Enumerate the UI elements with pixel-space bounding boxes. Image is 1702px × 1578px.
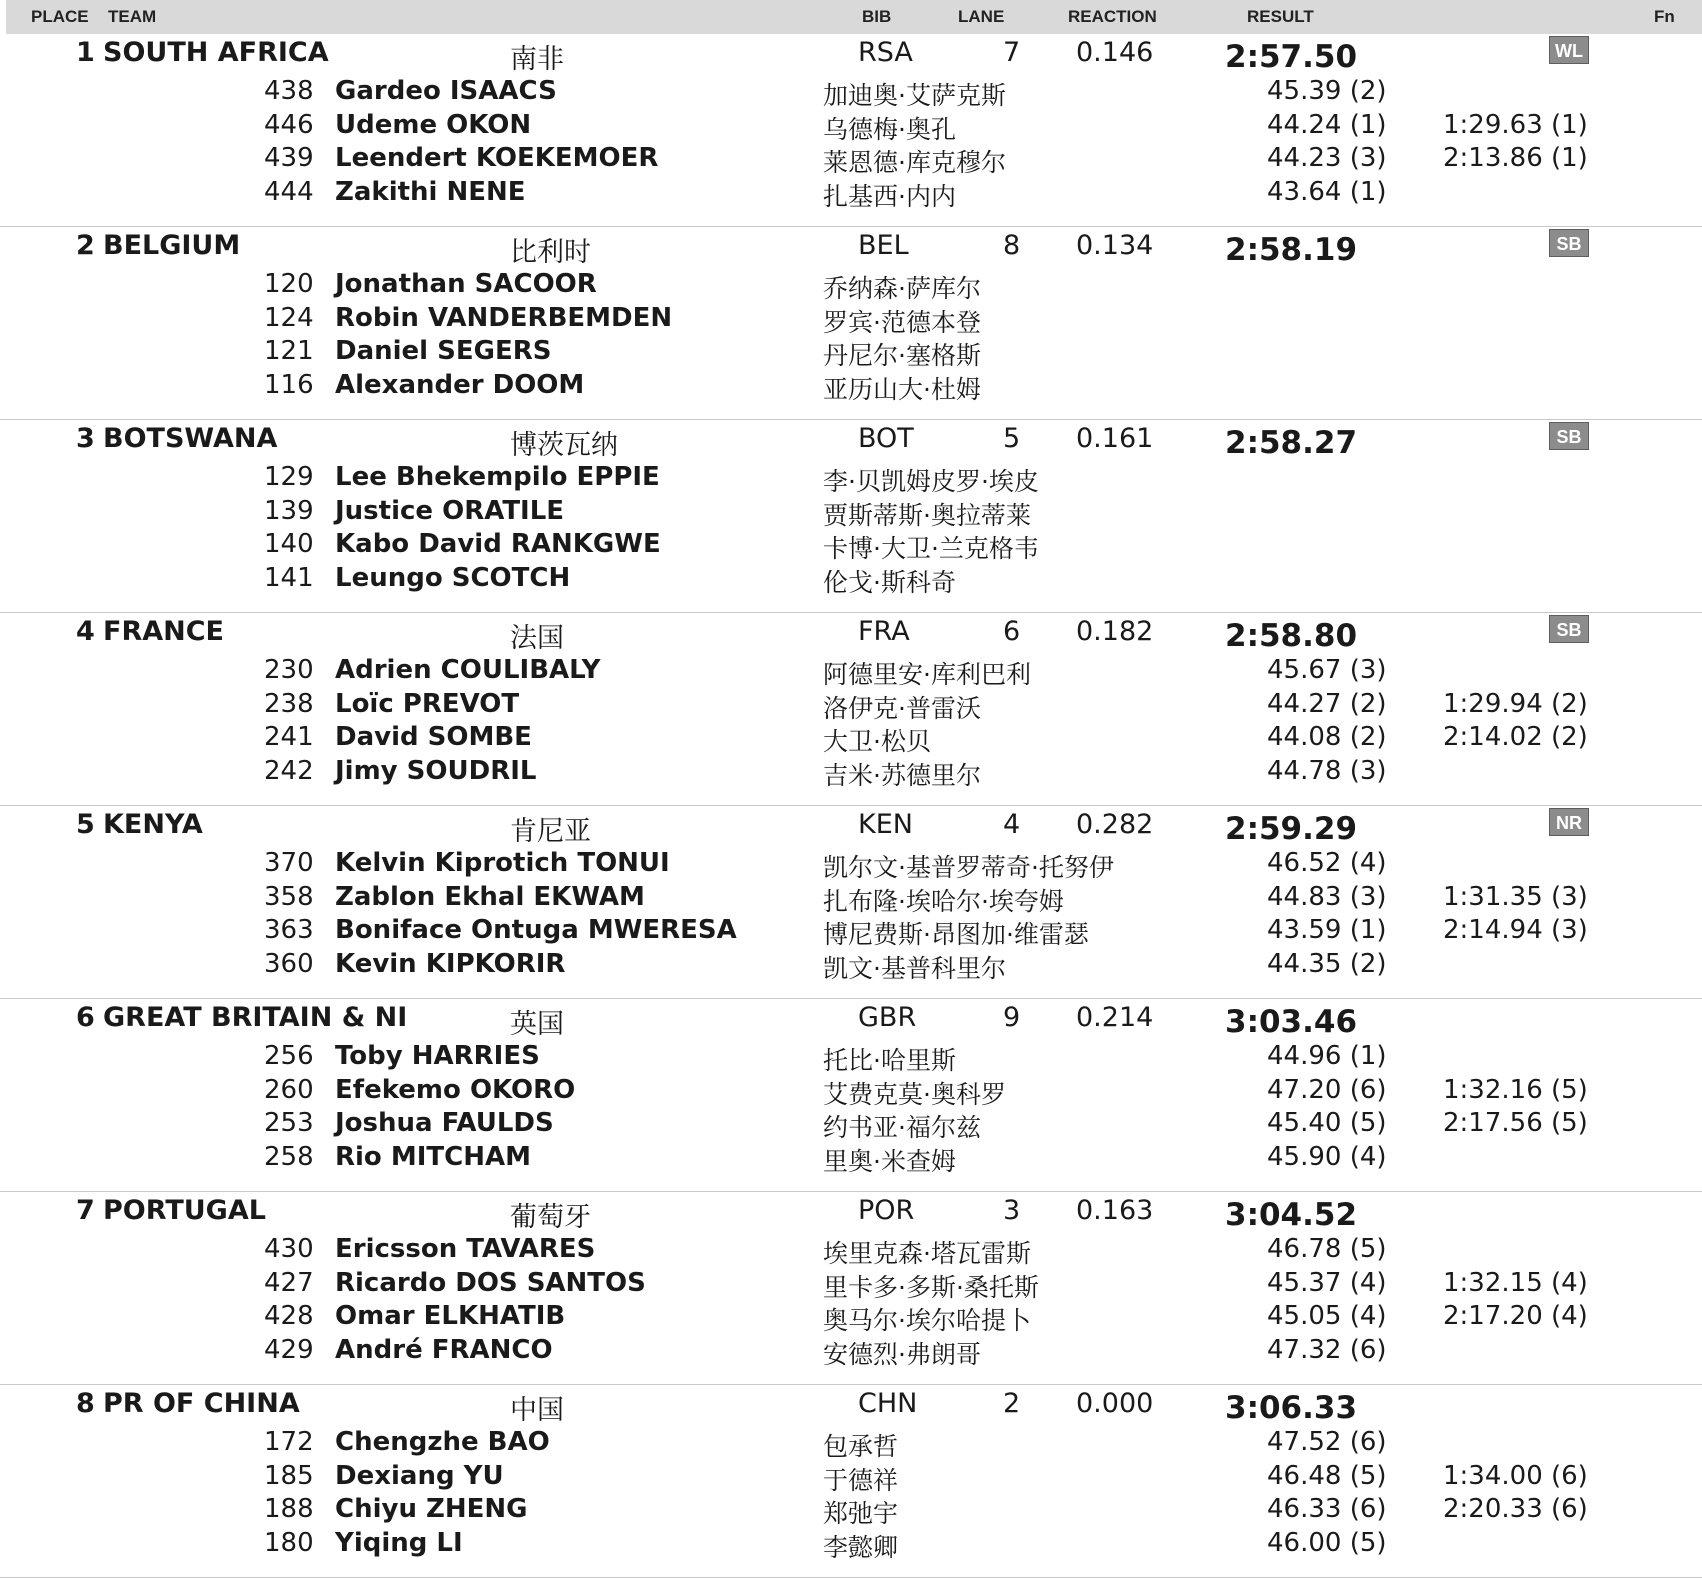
- athlete-row: [0, 76, 1702, 112]
- athlete-bib: 121: [264, 336, 314, 366]
- athlete-bib: 360: [264, 948, 314, 979]
- athlete-name-cn: 扎基西·内内: [823, 181, 956, 211]
- team-place: 8: [76, 1388, 95, 1419]
- athlete-bib: 363: [264, 915, 314, 945]
- athlete-name: Omar ELKHATIB: [335, 1301, 566, 1331]
- athlete-name: Joshua FAULDS: [335, 1108, 554, 1138]
- athlete-bib: 439: [264, 143, 314, 173]
- athlete-cumulative: 1:32.15 (4): [1443, 1267, 1588, 1298]
- athlete-bib: 180: [264, 1527, 314, 1558]
- record-badge: SB: [1549, 615, 1589, 643]
- athlete-row: [0, 655, 1702, 691]
- athlete-row: [0, 949, 1702, 985]
- athlete-name-cn: 埃里克森·塔瓦雷斯: [823, 1239, 1031, 1268]
- results-list: [0, 34, 1702, 1578]
- athlete-name: Toby HARRIES: [335, 1041, 540, 1071]
- athlete-bib: 241: [264, 722, 314, 752]
- team-result: 2:59.29: [1225, 811, 1358, 847]
- athlete-row: [0, 1427, 1702, 1463]
- team-name: PR OF CHINA: [103, 1388, 300, 1419]
- athlete-name-cn: 凯文·基普科里尔: [823, 953, 1006, 983]
- team-name-cn: 英国: [510, 1009, 564, 1040]
- team-name: KENYA: [103, 809, 203, 840]
- team-result: 2:58.27: [1225, 425, 1358, 461]
- athlete-row: [0, 1494, 1702, 1530]
- team-block: [0, 227, 1702, 420]
- athlete-bib: 427: [264, 1267, 314, 1298]
- athlete-name: Chiyu ZHENG: [335, 1494, 528, 1524]
- athlete-split: 45.05 (4): [1267, 1301, 1387, 1331]
- athlete-row: [0, 1461, 1702, 1497]
- team-row: [0, 227, 1702, 267]
- athlete-split: 46.33 (6): [1267, 1494, 1387, 1524]
- athlete-name-cn: 艾费克莫·奥科罗: [823, 1079, 1006, 1109]
- athlete-row: [0, 1142, 1702, 1178]
- athlete-row: [0, 1234, 1702, 1270]
- athlete-name: Gardeo ISAACS: [335, 76, 557, 106]
- athlete-name: Udeme OKON: [335, 109, 532, 140]
- athlete-split: 47.32 (6): [1267, 1334, 1387, 1365]
- athlete-name: Yiqing LI: [335, 1527, 463, 1558]
- athlete-bib: 188: [264, 1494, 314, 1524]
- athlete-split: 45.39 (2): [1267, 76, 1387, 106]
- athlete-bib: 253: [264, 1108, 314, 1138]
- athlete-name: Justice ORATILE: [335, 495, 565, 526]
- team-place: 4: [76, 616, 95, 647]
- athlete-name-cn: 洛伊克·普雷沃: [823, 693, 981, 723]
- athlete-cumulative: 2:17.20 (4): [1443, 1301, 1588, 1331]
- athlete-bib: 172: [264, 1427, 314, 1457]
- athlete-bib: 444: [264, 176, 314, 207]
- athlete-split: 46.00 (5): [1267, 1527, 1387, 1558]
- athlete-row: [0, 882, 1702, 918]
- athlete-split: 46.48 (5): [1267, 1460, 1387, 1491]
- athlete-name-cn: 罗宾·范德本登: [823, 307, 981, 337]
- athlete-row: [0, 336, 1702, 372]
- team-code: KEN: [858, 809, 913, 840]
- athlete-bib: 120: [264, 269, 314, 299]
- athlete-split: 46.52 (4): [1267, 848, 1387, 878]
- athlete-name-cn: 安德烈·弗朗哥: [823, 1339, 981, 1369]
- team-lane: 7: [1003, 37, 1021, 68]
- athlete-bib: 428: [264, 1301, 314, 1331]
- athlete-split: 44.08 (2): [1267, 722, 1387, 752]
- team-row: [0, 420, 1702, 460]
- athlete-name: Efekemo OKORO: [335, 1074, 576, 1105]
- athlete-row: [0, 1528, 1702, 1564]
- athlete-bib: 124: [264, 302, 314, 333]
- team-reaction: 0.182: [1076, 616, 1154, 647]
- record-badge: WL: [1549, 36, 1589, 64]
- athlete-cumulative: 2:17.56 (5): [1443, 1108, 1588, 1138]
- team-lane: 6: [1003, 616, 1021, 647]
- record-badge: SB: [1549, 422, 1589, 450]
- team-block: [0, 420, 1702, 613]
- team-result: 3:03.46: [1225, 1004, 1358, 1040]
- athlete-name-cn: 阿德里安·库利巴利: [823, 660, 1031, 689]
- team-code: GBR: [858, 1002, 917, 1033]
- athlete-row: [0, 1041, 1702, 1077]
- athlete-row: [0, 1301, 1702, 1337]
- team-name-cn: 博茨瓦纳: [510, 430, 618, 461]
- athlete-name: Ericsson TAVARES: [335, 1234, 596, 1264]
- athlete-name-cn: 吉米·苏德里尔: [823, 760, 981, 790]
- team-result: 2:58.19: [1225, 232, 1358, 268]
- team-lane: 5: [1003, 423, 1021, 454]
- header-lane: LANE: [958, 7, 1005, 26]
- team-reaction: 0.161: [1076, 423, 1154, 454]
- record-badge: SB: [1549, 229, 1589, 257]
- athlete-cumulative: 2:13.86 (1): [1443, 143, 1588, 173]
- athlete-bib: 185: [264, 1460, 314, 1491]
- team-code: POR: [858, 1195, 915, 1226]
- team-result: 2:57.50: [1225, 39, 1358, 75]
- team-result: 3:04.52: [1225, 1197, 1358, 1233]
- athlete-name-cn: 乔纳森·萨库尔: [823, 274, 981, 303]
- athlete-split: 44.23 (3): [1267, 143, 1387, 173]
- team-row: [0, 1385, 1702, 1425]
- athlete-split: 43.64 (1): [1267, 176, 1387, 207]
- athlete-split: 44.78 (3): [1267, 755, 1387, 786]
- team-lane: 9: [1003, 1002, 1021, 1033]
- athlete-cumulative: 2:14.02 (2): [1443, 722, 1588, 752]
- athlete-split: 46.78 (5): [1267, 1234, 1387, 1264]
- athlete-name: Leungo SCOTCH: [335, 562, 571, 593]
- athlete-bib: 139: [264, 495, 314, 526]
- athlete-name: Zakithi NENE: [335, 176, 526, 207]
- athlete-name: Dexiang YU: [335, 1460, 504, 1491]
- team-name: SOUTH AFRICA: [103, 37, 329, 68]
- athlete-name-cn: 丹尼尔·塞格斯: [823, 341, 981, 370]
- team-row: [0, 613, 1702, 653]
- athlete-name: Boniface Ontuga MWERESA: [335, 915, 737, 945]
- team-name: GREAT BRITAIN & NI: [103, 1002, 408, 1033]
- athlete-name-cn: 卡博·大卫·兰克格韦: [823, 534, 1039, 563]
- team-name-cn: 法国: [510, 623, 564, 654]
- athlete-name-cn: 李·贝凯姆皮罗·埃皮: [823, 467, 1039, 496]
- athlete-name: Jonathan SACOOR: [335, 269, 597, 299]
- athlete-name: Kelvin Kiprotich TONUI: [335, 848, 670, 878]
- team-reaction: 0.282: [1076, 809, 1154, 840]
- athlete-bib: 238: [264, 688, 314, 719]
- athlete-split: 43.59 (1): [1267, 915, 1387, 945]
- column-header-bar: [6, 0, 1702, 34]
- team-lane: 4: [1003, 809, 1021, 840]
- athlete-cumulative: 2:20.33 (6): [1443, 1494, 1588, 1524]
- team-place: 7: [76, 1195, 95, 1226]
- athlete-name-cn: 李懿卿: [823, 1532, 899, 1562]
- team-reaction: 0.214: [1076, 1002, 1154, 1033]
- athlete-row: [0, 110, 1702, 146]
- team-block: [0, 34, 1702, 227]
- athlete-row: [0, 177, 1702, 213]
- athlete-row: [0, 689, 1702, 725]
- athlete-cumulative: 2:14.94 (3): [1443, 915, 1588, 945]
- athlete-name-cn: 包承哲: [823, 1432, 899, 1461]
- team-reaction: 0.000: [1076, 1388, 1154, 1419]
- team-result: 3:06.33: [1225, 1390, 1358, 1426]
- athlete-split: 44.27 (2): [1267, 688, 1387, 719]
- athlete-name-cn: 里奥·米查姆: [823, 1146, 956, 1176]
- team-name: FRANCE: [103, 616, 224, 647]
- team-reaction: 0.134: [1076, 230, 1154, 261]
- athlete-row: [0, 529, 1702, 565]
- athlete-name: Kevin KIPKORIR: [335, 948, 566, 979]
- header-reaction: REACTION: [1068, 7, 1157, 26]
- team-block: [0, 1192, 1702, 1385]
- team-code: CHN: [858, 1388, 918, 1419]
- athlete-row: [0, 563, 1702, 599]
- athlete-name: Lee Bhekempilo EPPIE: [335, 462, 660, 492]
- athlete-name-cn: 约书亚·福尔兹: [823, 1113, 981, 1142]
- athlete-name: Adrien COULIBALY: [335, 655, 601, 685]
- athlete-name: Loïc PREVOT: [335, 688, 520, 719]
- header-fn: Fn: [1654, 7, 1675, 26]
- athlete-bib: 438: [264, 76, 314, 106]
- athlete-name-cn: 大卫·松贝: [823, 727, 931, 756]
- athlete-bib: 141: [264, 562, 314, 593]
- athlete-name-cn: 亚历山大·杜姆: [823, 374, 981, 404]
- athlete-split: 44.96 (1): [1267, 1041, 1387, 1071]
- athlete-name-cn: 加迪奥·艾萨克斯: [823, 81, 1006, 110]
- header-result: RESULT: [1247, 7, 1314, 26]
- athlete-name: Daniel SEGERS: [335, 336, 552, 366]
- team-place: 2: [76, 230, 95, 261]
- athlete-name-cn: 奥马尔·埃尔哈提卜: [823, 1306, 1031, 1335]
- athlete-bib: 429: [264, 1334, 314, 1365]
- athlete-name-cn: 郑弛宇: [823, 1499, 899, 1528]
- team-row: [0, 999, 1702, 1039]
- team-name-cn: 比利时: [510, 237, 591, 268]
- athlete-cumulative: 1:32.16 (5): [1443, 1074, 1588, 1105]
- team-result: 2:58.80: [1225, 618, 1358, 654]
- athlete-split: 44.35 (2): [1267, 948, 1387, 979]
- team-name-cn: 葡萄牙: [510, 1202, 591, 1233]
- team-place: 3: [76, 423, 95, 454]
- team-code: BOT: [858, 423, 914, 454]
- athlete-split: 44.83 (3): [1267, 881, 1387, 912]
- athlete-row: [0, 269, 1702, 305]
- athlete-row: [0, 143, 1702, 179]
- athlete-row: [0, 1108, 1702, 1144]
- athlete-split: 47.20 (6): [1267, 1074, 1387, 1105]
- athlete-row: [0, 915, 1702, 951]
- team-place: 1: [76, 37, 95, 68]
- athlete-row: [0, 1335, 1702, 1371]
- athlete-split: 45.37 (4): [1267, 1267, 1387, 1298]
- team-row: [0, 806, 1702, 846]
- athlete-row: [0, 496, 1702, 532]
- athlete-bib: 358: [264, 881, 314, 912]
- athlete-name-cn: 凯尔文·基普罗蒂奇·托努伊: [823, 853, 1114, 882]
- athlete-row: [0, 722, 1702, 758]
- athlete-cumulative: 1:29.63 (1): [1443, 109, 1588, 140]
- athlete-bib: 256: [264, 1041, 314, 1071]
- athlete-name-cn: 伦戈·斯科奇: [823, 567, 956, 597]
- athlete-bib: 370: [264, 848, 314, 878]
- athlete-name: Leendert KOEKEMOER: [335, 143, 659, 173]
- athlete-name: Kabo David RANKGWE: [335, 529, 661, 559]
- athlete-cumulative: 1:29.94 (2): [1443, 688, 1588, 719]
- athlete-name-cn: 于德祥: [823, 1465, 899, 1495]
- athlete-bib: 242: [264, 755, 314, 786]
- header-team: TEAM: [108, 7, 157, 26]
- team-block: [0, 999, 1702, 1192]
- athlete-bib: 430: [264, 1234, 314, 1264]
- team-place: 5: [76, 809, 95, 840]
- athlete-name: Ricardo DOS SANTOS: [335, 1267, 646, 1298]
- team-place: 6: [76, 1002, 95, 1033]
- header-bib: BIB: [862, 7, 892, 26]
- athlete-name: David SOMBE: [335, 722, 532, 752]
- athlete-row: [0, 756, 1702, 792]
- athlete-split: 44.24 (1): [1267, 109, 1387, 140]
- team-block: [0, 613, 1702, 806]
- team-block: [0, 806, 1702, 999]
- athlete-name: Robin VANDERBEMDEN: [335, 302, 673, 333]
- athlete-name: Jimy SOUDRIL: [335, 755, 537, 786]
- athlete-name-cn: 博尼费斯·昂图加·维雷瑟: [823, 920, 1089, 949]
- team-name: PORTUGAL: [103, 1195, 266, 1226]
- athlete-bib: 230: [264, 655, 314, 685]
- athlete-bib: 116: [264, 369, 314, 400]
- athlete-row: [0, 1268, 1702, 1304]
- athlete-row: [0, 370, 1702, 406]
- athlete-name-cn: 乌德梅·奥孔: [823, 114, 956, 144]
- record-badge: NR: [1549, 808, 1589, 836]
- team-name-cn: 南非: [510, 44, 564, 75]
- athlete-bib: 260: [264, 1074, 314, 1105]
- athlete-name: Rio MITCHAM: [335, 1141, 531, 1172]
- athlete-split: 45.40 (5): [1267, 1108, 1387, 1138]
- athlete-bib: 258: [264, 1141, 314, 1172]
- team-name-cn: 中国: [510, 1395, 564, 1426]
- athlete-split: 47.52 (6): [1267, 1427, 1387, 1457]
- athlete-row: [0, 1075, 1702, 1111]
- athlete-name: Chengzhe BAO: [335, 1427, 550, 1457]
- athlete-bib: 129: [264, 462, 314, 492]
- team-block: [0, 1385, 1702, 1578]
- team-lane: 8: [1003, 230, 1021, 261]
- athlete-name-cn: 贾斯蒂斯·奥拉蒂莱: [823, 500, 1031, 530]
- athlete-cumulative: 1:34.00 (6): [1443, 1460, 1588, 1491]
- team-code: RSA: [858, 37, 913, 68]
- athlete-bib: 446: [264, 109, 314, 140]
- athlete-split: 45.67 (3): [1267, 655, 1387, 685]
- athlete-name-cn: 托比·哈里斯: [823, 1046, 956, 1075]
- athlete-bib: 140: [264, 529, 314, 559]
- team-lane: 2: [1003, 1388, 1021, 1419]
- team-reaction: 0.146: [1076, 37, 1154, 68]
- header-place: PLACE: [31, 7, 89, 26]
- team-code: FRA: [858, 616, 910, 647]
- team-row: [0, 1192, 1702, 1232]
- team-reaction: 0.163: [1076, 1195, 1154, 1226]
- team-name: BELGIUM: [103, 230, 241, 261]
- team-name-cn: 肯尼亚: [510, 816, 591, 847]
- team-lane: 3: [1003, 1195, 1021, 1226]
- athlete-split: 45.90 (4): [1267, 1141, 1387, 1172]
- team-code: BEL: [858, 230, 909, 261]
- athlete-name: André FRANCO: [335, 1334, 553, 1365]
- athlete-name: Alexander DOOM: [335, 369, 585, 400]
- athlete-cumulative: 1:31.35 (3): [1443, 881, 1588, 912]
- athlete-row: [0, 462, 1702, 498]
- athlete-name-cn: 扎布隆·埃哈尔·埃夸姆: [823, 886, 1064, 916]
- team-name: BOTSWANA: [103, 423, 278, 454]
- team-row: [0, 34, 1702, 74]
- athlete-row: [0, 848, 1702, 884]
- athlete-name: Zablon Ekhal EKWAM: [335, 881, 645, 912]
- athlete-row: [0, 303, 1702, 339]
- athlete-name-cn: 里卡多·多斯·桑托斯: [823, 1272, 1039, 1302]
- athlete-name-cn: 莱恩德·库克穆尔: [823, 148, 1006, 177]
